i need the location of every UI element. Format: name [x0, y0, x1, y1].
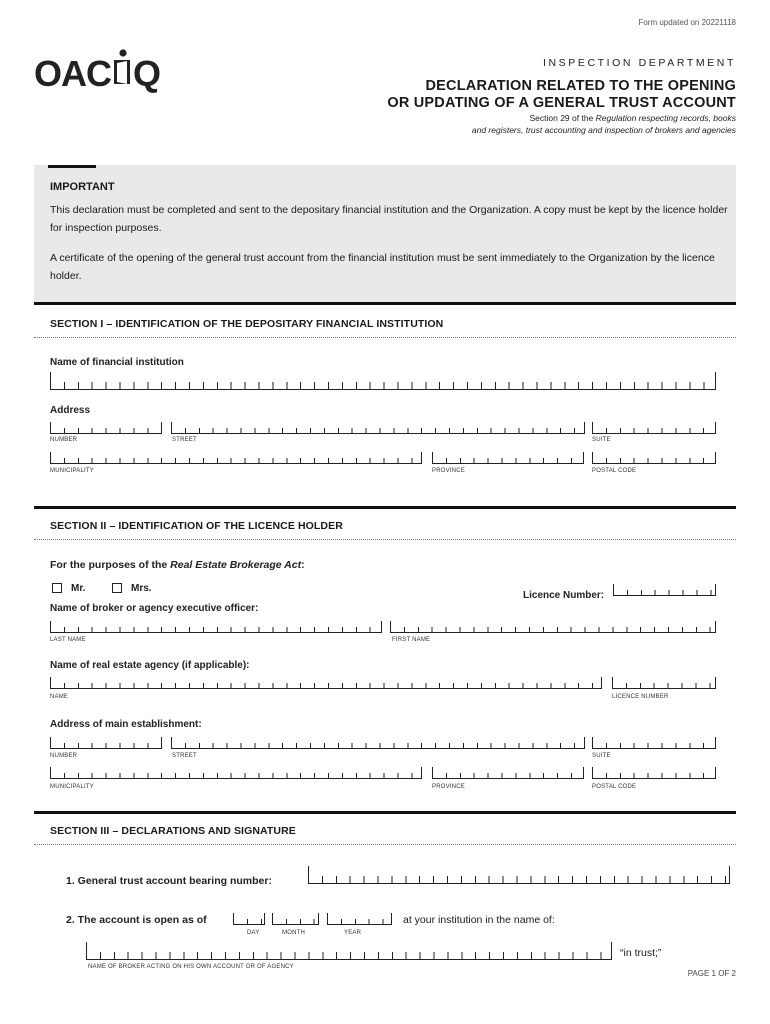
account-holder-name-field[interactable] — [86, 942, 612, 960]
month-field[interactable] — [272, 913, 319, 925]
institution-street-field[interactable] — [171, 422, 585, 434]
main-postal-code-field[interactable] — [592, 767, 716, 779]
section-1-title: SECTION I – IDENTIFICATION OF THE DEPOSITARY FINANCIAL INSTITUTION — [50, 318, 444, 330]
section-1-divider — [34, 337, 736, 338]
agency-name-field[interactable] — [50, 677, 602, 689]
section-1-rule — [34, 302, 736, 305]
year-caption: YEAR — [344, 930, 362, 936]
purposes-text: For the purposes of the Real Estate Brokerage Act: — [50, 559, 305, 571]
month-caption: MONTH — [282, 930, 305, 936]
form-updated-date: Form updated on 20221118 — [638, 18, 736, 27]
logo-text-left: OAC — [34, 53, 111, 94]
main-number-field[interactable] — [50, 737, 162, 749]
notice-paragraph-2: A certificate of the opening of the general trust account from the financial institution must be sent immediately to the Organization by the licence holder. — [50, 252, 715, 282]
mr-label: Mr. — [71, 583, 86, 594]
oaciq-logo — [34, 50, 160, 92]
main-province-field[interactable] — [432, 767, 584, 779]
broker-name-label: Name of broker or agency executive officer: — [50, 603, 259, 614]
institution-number-field[interactable] — [50, 422, 162, 434]
account-holder-caption: NAME OF BROKER ACTING ON HIS OWN ACCOUNT OR OF AGENCY — [88, 964, 294, 970]
province-caption: PROVINCE — [432, 468, 465, 474]
postal-code-caption: POSTAL CODE — [592, 468, 637, 474]
department-label: INSPECTION DEPARTMENT — [542, 57, 736, 69]
suite-caption: SUITE — [592, 437, 611, 443]
section-2-divider — [34, 539, 736, 540]
number-caption-2: NUMBER — [50, 753, 78, 759]
notice-paragraph-1: This declaration must be completed and sent to the depositary financial institution and the Organization. A copy must be kept by the licence holder for inspection purposes. — [50, 204, 728, 234]
account-open-date-label: 2. The account is open as of — [66, 914, 207, 926]
main-suite-field[interactable] — [592, 737, 716, 749]
institution-province-field[interactable] — [432, 452, 584, 464]
institution-name-text: at your institution in the name of: — [403, 914, 555, 926]
suite-caption-2: SUITE — [592, 753, 611, 759]
licence-number-caption: LICENCE NUMBER — [612, 694, 669, 700]
agency-licence-field[interactable] — [612, 677, 716, 689]
number-caption: NUMBER — [50, 437, 78, 443]
section-3-title: SECTION III – DECLARATIONS AND SIGNATURE — [50, 825, 296, 837]
institution-address-label: Address — [50, 405, 91, 416]
street-caption-2: STREET — [172, 753, 197, 759]
municipality-caption: MUNICIPALITY — [50, 468, 94, 474]
notice-accent-bar — [48, 165, 96, 168]
name-caption: NAME — [50, 694, 69, 700]
in-trust-text: “in trust;” — [620, 947, 662, 959]
mrs-label: Mrs. — [131, 583, 152, 594]
agency-name-label: Name of real estate agency (if applicable): — [50, 660, 250, 671]
notice-heading: IMPORTANT — [50, 181, 115, 193]
municipality-caption-2: MUNICIPALITY — [50, 784, 94, 790]
institution-name-label: Name of financial institution — [50, 357, 184, 368]
logo-door-icon — [112, 48, 132, 92]
logo-text-right: Q — [133, 53, 161, 94]
mrs-checkbox[interactable] — [112, 583, 122, 593]
licence-number-label: Licence Number: — [523, 590, 605, 601]
main-municipality-field[interactable] — [50, 767, 422, 779]
main-street-field[interactable] — [171, 737, 585, 749]
section-3-divider — [34, 844, 736, 845]
first-name-caption: FIRST NAME — [392, 637, 431, 643]
section-2-rule — [34, 506, 736, 509]
first-name-field[interactable] — [390, 621, 716, 633]
important-notice — [34, 165, 736, 302]
province-caption-2: PROVINCE — [432, 784, 465, 790]
main-address-label: Address of main establishment: — [50, 719, 202, 730]
mr-checkbox[interactable] — [52, 583, 62, 593]
day-caption: DAY — [247, 930, 260, 936]
page-subtitle: Section 29 of the Regulation respecting records, books and registers, trust accounting and inspection of brokers and agencies — [471, 113, 736, 135]
postal-code-caption-2: POSTAL CODE — [592, 784, 637, 790]
institution-suite-field[interactable] — [592, 422, 716, 434]
institution-postal-code-field[interactable] — [592, 452, 716, 464]
institution-name-field[interactable] — [50, 372, 716, 390]
page-number: PAGE 1 OF 2 — [687, 969, 736, 978]
last-name-caption: LAST NAME — [50, 637, 86, 643]
page-title: DECLARATION RELATED TO THE OPENING OR UPDATING OF A GENERAL TRUST ACCOUNT — [387, 78, 736, 111]
section-2-title: SECTION II – IDENTIFICATION OF THE LICENCE HOLDER — [50, 520, 343, 532]
last-name-field[interactable] — [50, 621, 382, 633]
day-field[interactable] — [233, 913, 265, 925]
institution-municipality-field[interactable] — [50, 452, 422, 464]
year-field[interactable] — [327, 913, 392, 925]
licence-number-field[interactable] — [613, 584, 716, 596]
section-3-rule — [34, 811, 736, 814]
trust-account-number-field[interactable] — [308, 866, 730, 884]
street-caption: STREET — [172, 437, 197, 443]
trust-account-number-label: 1. General trust account bearing number: — [66, 875, 272, 887]
